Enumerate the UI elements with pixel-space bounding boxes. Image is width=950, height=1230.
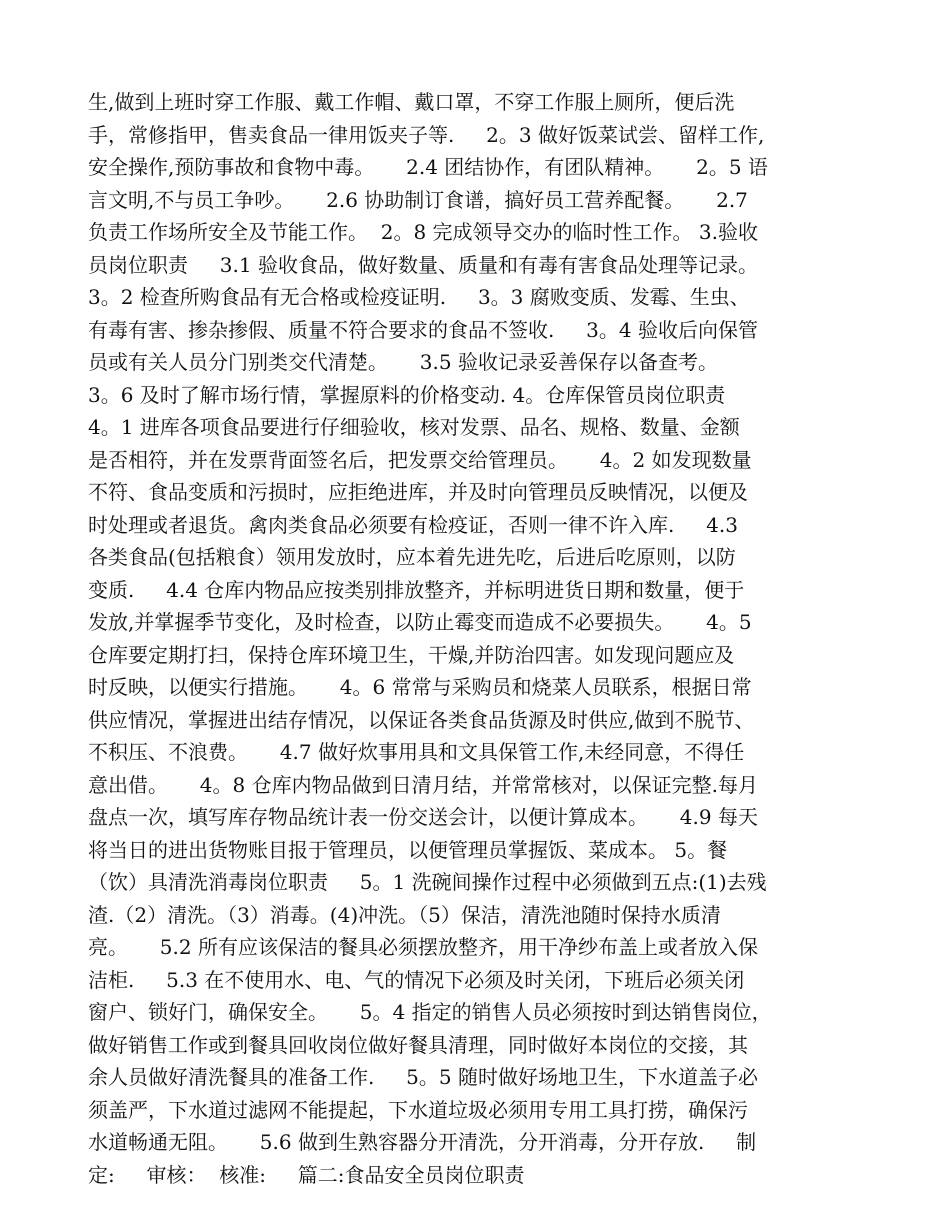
text-line: 3。2 检查所购食品有无合格或检疫证明. 3。3 腐败变质、发霉、生虫、 xyxy=(88,285,750,309)
text-line: 洁柜. 5.3 在不使用水、电、气的情况下必须及时关闭，下班后必须关闭 xyxy=(88,967,745,992)
text-line: 言文明,不与员工争吵。 2.6 协助制订食谱，搞好员工营养配餐。 2.7 xyxy=(88,187,748,212)
text-line: 渣.（2）清洗。（3）消毒。(4)冲洗。（5）保洁，清洗池随时保持水质清 xyxy=(88,902,721,927)
text-line: 员或有关人员分门别类交代清楚。 3.5 验收记录妥善保存以备查考。 xyxy=(88,350,718,374)
text-line: 不符、食品变质和污损时，应拒绝进库，并及时向管理员反映情况，以便及 xyxy=(88,480,748,504)
text-line: 不积压、不浪费。 4.7 做好炊事用具和文具保管工作,未经同意，不得任 xyxy=(88,740,745,764)
text-line: 有毒有害、掺杂掺假、质量不符合要求的食品不签收. 3。4 验收后向保管 xyxy=(88,317,758,342)
text-line: 安全操作,预防事故和食物中毒。 2.4 团结协作，有团队精神。 2。5 语 xyxy=(88,155,768,179)
text-line: 意出借。 4。8 仓库内物品做到日清月结，并常常核对，以保证完整.每月 xyxy=(88,772,758,797)
text-line: 亮。 5.2 所有应该保洁的餐具必须摆放整齐，用干净纱布盖上或者放入保 xyxy=(88,935,758,959)
text-line: 窗户、锁好门，确保安全。 5。4 指定的销售人员必须按时到达销售岗位， xyxy=(88,1000,772,1024)
text-line: 仓库要定期打扫，保持仓库环境卫生，干燥,并防治四害。如发现问题应及 xyxy=(88,642,735,667)
text-line: 员岗位职责 3.1 验收食品，做好数量、质量和有毒有害食品处理等记录。 xyxy=(88,252,758,277)
text-line: 变质. 4.4 仓库内物品应按类别排放整齐，并标明进货日期和数量，便于 xyxy=(88,577,745,602)
text-line: 做好销售工作或到餐具回收岗位做好餐具清理，同时做好本岗位的交接，其 xyxy=(88,1032,748,1057)
text-line: 各类食品(包括粮食）领用发放时，应本着先进先吃，后进后吃原则，以防 xyxy=(88,545,736,569)
text-line: 发放,并掌握季节变化，及时检查，以防止霉变而造成不必要损失。 4。5 xyxy=(88,610,752,634)
text-line: 定: 审核： 核准: 篇二:食品安全员岗位职责 xyxy=(88,1162,525,1187)
text-line: 余人员做好清洗餐具的准备工作. 5。5 随时做好场地卫生，下水道盖子必 xyxy=(88,1065,758,1089)
text-line: 须盖严，下水道过滤网不能提起，下水道垃圾必须用专用工具打捞，确保污 xyxy=(88,1097,748,1122)
text-line: 4。1 进库各项食品要进行仔细验收，核对发票、品名、规格、数量、金额 xyxy=(88,415,740,439)
text-line: 负责工作场所安全及节能工作。 2。8 完成领导交办的临时性工作。 3.验收 xyxy=(88,220,758,244)
text-line: 时反映，以便实行措施。 4。6 常常与采购员和烧菜人员联系，根据日常 xyxy=(88,675,752,699)
text-line: 将当日的进出货物账目报于管理员，以便管理员掌握饭、菜成本。 5。餐 xyxy=(88,837,728,862)
text-line: （饮）具清洗消毒岗位职责 5。1 洗碗间操作过程中必须做到五点:(1)去残 xyxy=(88,870,767,894)
text-line: 是否相符，并在发票背面签名后，把发票交给管理员。 4。2 如发现数量 xyxy=(88,447,752,472)
text-line: 供应情况，掌握进出结存情况，以保证各类食品货源及时供应,做到不脱节、 xyxy=(88,707,755,732)
text-line: 3。6 及时了解市场行情，掌握原料的价格变动. 4。仓库保管员岗位职责 xyxy=(88,382,726,407)
text-line: 生,做到上班时穿工作服、戴工作帽、戴口罩，不穿工作服上厕所，便后洗 xyxy=(88,90,735,114)
text-line: 水道畅通无阻。 5.6 做到生熟容器分开清洗，分开消毒，分开存放. 制 xyxy=(88,1130,757,1154)
text-line: 手，常修指甲，售卖食品一律用饭夹子等. 2。3 做好饭菜试尝、留样工作, xyxy=(88,122,765,147)
body-text xyxy=(88,86,868,1191)
text-line: 盘点一次，填写库存物品统计表一份交送会计，以便计算成本。 4.9 每天 xyxy=(88,805,758,829)
text-line: 时处理或者退货。禽肉类食品必须要有检疫证，否则一律不许入库. 4.3 xyxy=(88,512,738,537)
